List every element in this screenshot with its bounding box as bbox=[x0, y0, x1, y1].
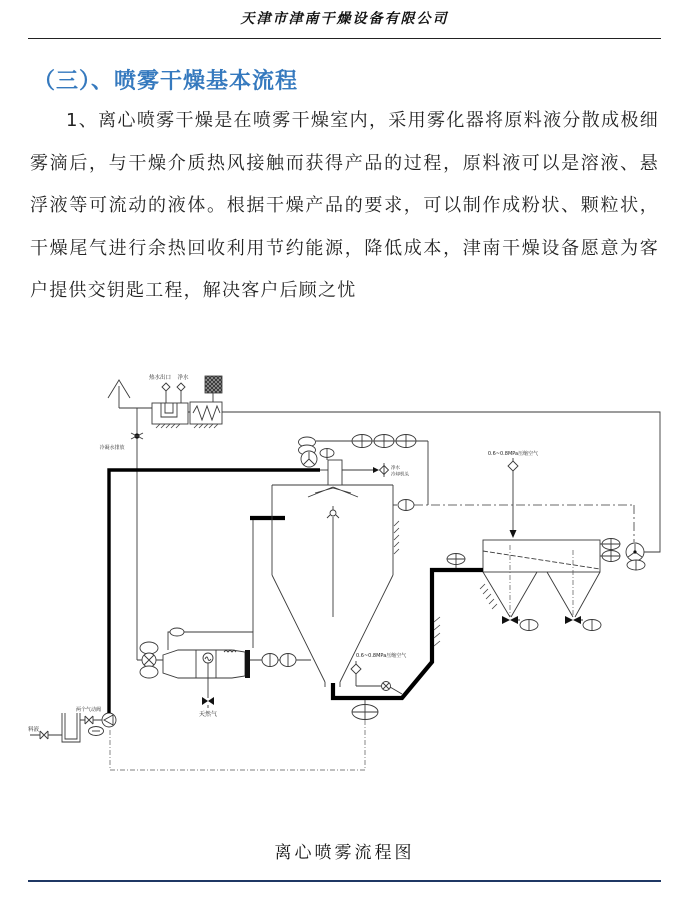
atomizer-cooling-label: 冷却机头 bbox=[391, 472, 409, 478]
pulse-air-line bbox=[488, 450, 538, 538]
process-flow-diagram bbox=[0, 360, 689, 800]
feed-system bbox=[28, 470, 328, 742]
air-filter-icon bbox=[205, 376, 222, 393]
rotary-valve-icon bbox=[565, 616, 581, 624]
diagram-caption: 离心喷雾流程图 bbox=[274, 843, 415, 863]
hot-air-furnace bbox=[137, 518, 311, 718]
condensate-drain-label: 冷凝水排放 bbox=[99, 445, 125, 451]
feed-tank bbox=[62, 713, 80, 742]
hot-water-outlet-label: 热水出口 bbox=[148, 375, 172, 381]
compressed-air-top-label: 0.6~0.8MPa压缩空气 bbox=[487, 451, 539, 457]
rotary-valve-icon bbox=[502, 616, 518, 624]
pneumatic-valves-label: 两个气动阀 bbox=[76, 707, 102, 713]
compressed-air-bottom-label: 0.6~0.8MPa压缩空气 bbox=[356, 653, 407, 659]
heat-recovery-line bbox=[222, 412, 660, 552]
air-heater bbox=[190, 402, 222, 424]
combustion-furnace bbox=[163, 650, 245, 678]
bag-filter bbox=[480, 539, 645, 631]
heat-exchanger bbox=[152, 403, 188, 424]
footer-rule bbox=[28, 880, 661, 882]
valve-icon bbox=[508, 461, 518, 471]
damper-icon bbox=[170, 628, 184, 636]
valve-icon bbox=[177, 383, 185, 391]
flange-icon bbox=[245, 650, 250, 678]
valve-icon bbox=[162, 383, 170, 391]
spray-icon bbox=[330, 510, 336, 516]
feed-liquid-label: 料液 bbox=[28, 727, 40, 733]
section-heading: （三）、喷雾干燥基本流程 bbox=[33, 69, 299, 94]
heat-recovery-unit bbox=[99, 373, 222, 660]
company-header: 天津市津南干燥设备有限公司 bbox=[240, 11, 449, 27]
natural-gas-label: 天然气 bbox=[198, 711, 218, 718]
valve-icon bbox=[351, 664, 361, 674]
clean-water-label: 净水 bbox=[177, 375, 189, 381]
atomizer-clean-water-label: 净水 bbox=[391, 466, 400, 471]
header-rule bbox=[28, 38, 661, 39]
gas-valve-icon bbox=[202, 697, 214, 705]
body-paragraph: 1、离心喷雾干燥是在喷雾干燥室内，采用雾化器将原料液分散成极细雾滴后，与干燥介质热风接触而获得产品的过程，原料液可以是溶液、悬浮液等可流动的液体。根据干燥产品的要求，可以制作成粉状、颗粒状，干燥尾气进行余热回收利用节约能源，降低成本，津南干燥设备愿意为客户提供交钥匙工程，解决客户后顾之忧 bbox=[30, 110, 659, 301]
